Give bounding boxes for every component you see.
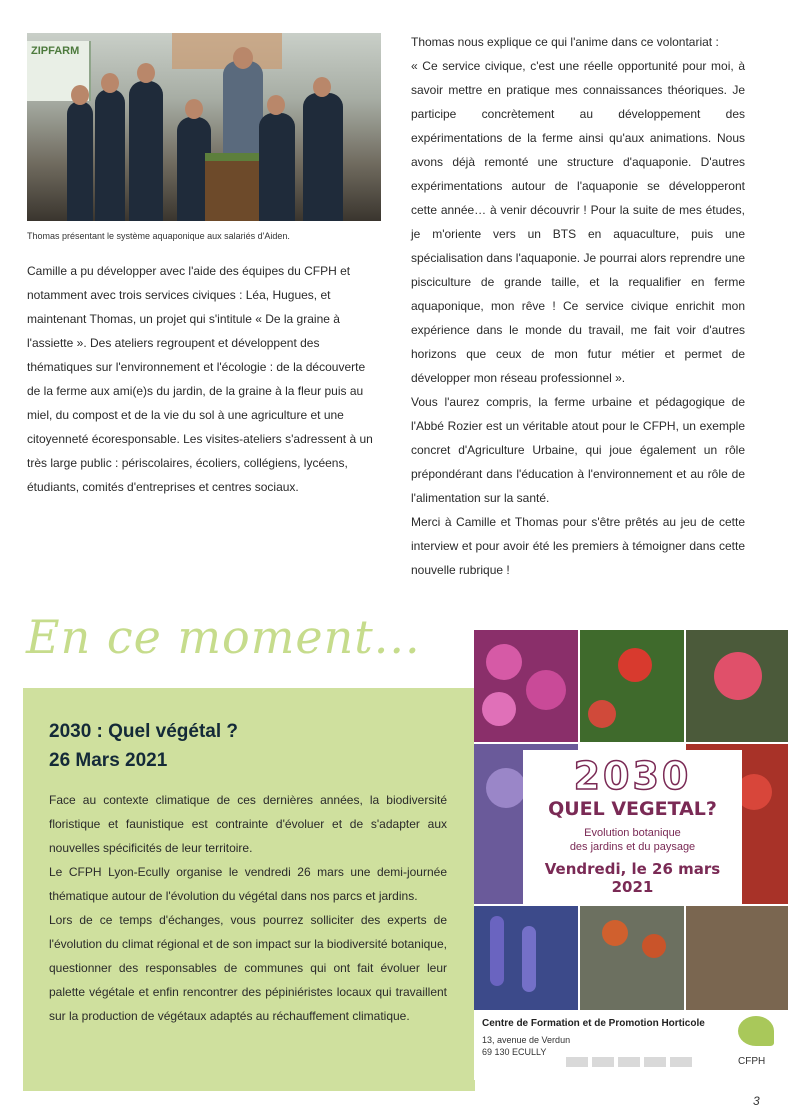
interview-thanks: Merci à Camille et Thomas pour s'être prêtés au jeu de cette interview et pour avoir été les premiers à témoigner dans cette nouvelle rubrique !: [411, 515, 745, 577]
poster-flower: [714, 652, 762, 700]
photo-person: [67, 101, 93, 221]
zipfarm-sign-text: ZIPFARM: [31, 45, 80, 57]
poster-flower: [602, 920, 628, 946]
poster-flower: [486, 768, 526, 808]
section-heading: En ce moment...: [26, 610, 421, 664]
partner-logos: [566, 1054, 716, 1068]
poster-flower-tile: [474, 906, 578, 1010]
poster-flower: [588, 700, 616, 728]
partner-logo: [618, 1057, 640, 1067]
poster-footer: [474, 1010, 788, 1080]
poster-flower-tile: [686, 630, 788, 742]
photo-person-head: [233, 47, 253, 69]
poster-flower: [526, 670, 566, 710]
partner-logo: [670, 1057, 692, 1067]
poster-flower: [486, 644, 522, 680]
left-column: [27, 259, 379, 499]
event-date-line: 26 Mars 2021: [49, 750, 168, 771]
poster-date: Vendredi, le 26 mars 2021: [544, 860, 721, 896]
poster-flower: [618, 648, 652, 682]
cfph-logo: [732, 1016, 780, 1072]
poster-year: 2030: [573, 754, 692, 798]
photo-person-head: [71, 85, 89, 105]
photo-person: [129, 81, 163, 221]
interview-quote: « Ce service civique, c'est une réelle opportunité pour moi, à savoir mettre en pratique mes connaissances théoriques. Je participe concrètement au développement des expérimentations de la ferme ainsi qu'aux animations. Nous avons déjà remonté une structure d'aquaponie. D'autres expérimentations autour de l'aquaponie se développeront cette année… à venir découvrir ! Pour la suite de mes études, je m'oriente vers un BTS en aquaculture, puis une spécialisation dans l'aquaponie. Je pourrai alors reprendre une pisciculture de grande taille, et la requalifier en ferme aquaponique, mon rêve ! Ce service civique enrichit mon expérience dans le monde du travail, me fait voir d'autres horizons que ceux de mon futur métier et permet de développer mon réseau professionnel ».: [411, 59, 745, 385]
poster-subtitle-line: Evolution botanique: [584, 827, 681, 839]
photo-caption: Thomas présentant le système aquaponique aux salariés d'Aiden.: [27, 231, 290, 241]
right-column: [411, 30, 745, 582]
poster-flower: [482, 692, 516, 726]
event-paragraph: Le CFPH Lyon-Ecully organise le vendredi 26 mars une demi-journée thématique autour de l'évolution du végétal dans nos parcs et jardins.: [49, 865, 447, 903]
poster-address-line: 13, avenue de Verdun: [482, 1035, 571, 1045]
photo-person-head: [313, 77, 331, 97]
photo-person-head: [185, 99, 203, 119]
workshop-photo: [27, 33, 381, 221]
cfph-logo-text: CFPH: [738, 1056, 766, 1067]
poster-flower-tile: [686, 906, 788, 1010]
event-paragraph: Face au contexte climatique de ces dernières années, la biodiversité floristique et faunistique est contrainte d'évoluer et de s'adapter aux nouvelles spécificités de leur territoire.: [49, 793, 447, 855]
page-number: 3: [753, 1094, 760, 1108]
partner-logo: [644, 1057, 666, 1067]
poster-address-line: 69 130 ECULLY: [482, 1047, 547, 1057]
poster-flower-tile: [580, 630, 684, 742]
poster-headline: QUEL VEGETAL?: [548, 798, 717, 820]
poster-flower-tile: [580, 906, 684, 1010]
interview-conclusion: Vous l'aurez compris, la ferme urbaine et pédagogique de l'Abbé Rozier est un véritable atout pour le CFPH, un exemple concret d'Agriculture Urbaine, qui joue également un rôle prépondérant dans l'éducation à l'environnement et au rôle de l'alimentation sur la santé.: [411, 395, 745, 505]
partner-logo: [592, 1057, 614, 1067]
photo-person: [259, 113, 295, 221]
photo-person: [303, 93, 343, 221]
photo-person-head: [101, 73, 119, 93]
poster-flower-tile: [474, 630, 578, 742]
poster-address: [482, 1034, 570, 1058]
left-paragraph: Camille a pu développer avec l'aide des équipes du CFPH et notamment avec trois services civiques : Léa, Hugues, et maintenant Thomas, un projet qui s'intitule « De la graine à l'assiette ». Des ateliers regroupent et développent des thématiques sur l'environnement et l'écologie : de la découverte de la ferme aux ami(e)s du jardin, de la graine à la fleur puis au miel, du compost et de la vie du sol à une agriculture et une citoyenneté écoresponsable. Les visites-ateliers s'adressent à un très large public : périscolaires, écoliers, collégiens, lycéens, étudiants, comités d'entreprises et centres sociaux.: [27, 264, 373, 494]
poster-subtitle: [523, 826, 742, 854]
interview-intro: Thomas nous explique ce qui l'anime dans ce volontariat :: [411, 35, 719, 49]
poster-title-panel: [523, 750, 742, 904]
poster-flower: [642, 934, 666, 958]
photo-person-head: [137, 63, 155, 83]
poster-flower: [522, 926, 536, 992]
partner-logo: [566, 1057, 588, 1067]
event-description: [49, 788, 447, 1028]
event-poster: [474, 630, 788, 1080]
photo-person: [95, 89, 125, 221]
photo-person-head: [267, 95, 285, 115]
ginkgo-leaf-icon: [738, 1016, 774, 1046]
event-title-line: 2030 : Quel végétal ?: [49, 721, 239, 742]
event-title: [49, 717, 238, 775]
poster-subtitle-line: des jardins et du paysage: [569, 841, 696, 853]
event-paragraph: Lors de ce temps d'échanges, vous pourrez solliciter des experts de l'évolution du climat régional et de son impact sur la biodiversité botanique, questionner des responsables de communes qui ont fait évoluer leur palette végétale et enfin rencontrer des pépiniéristes locaux qui travaillent sur la production de végétaux adaptés au réchauffement climatique.: [49, 913, 447, 1023]
poster-flower: [490, 916, 504, 986]
poster-org-name: Centre de Formation et de Promotion Horticole: [482, 1018, 705, 1029]
